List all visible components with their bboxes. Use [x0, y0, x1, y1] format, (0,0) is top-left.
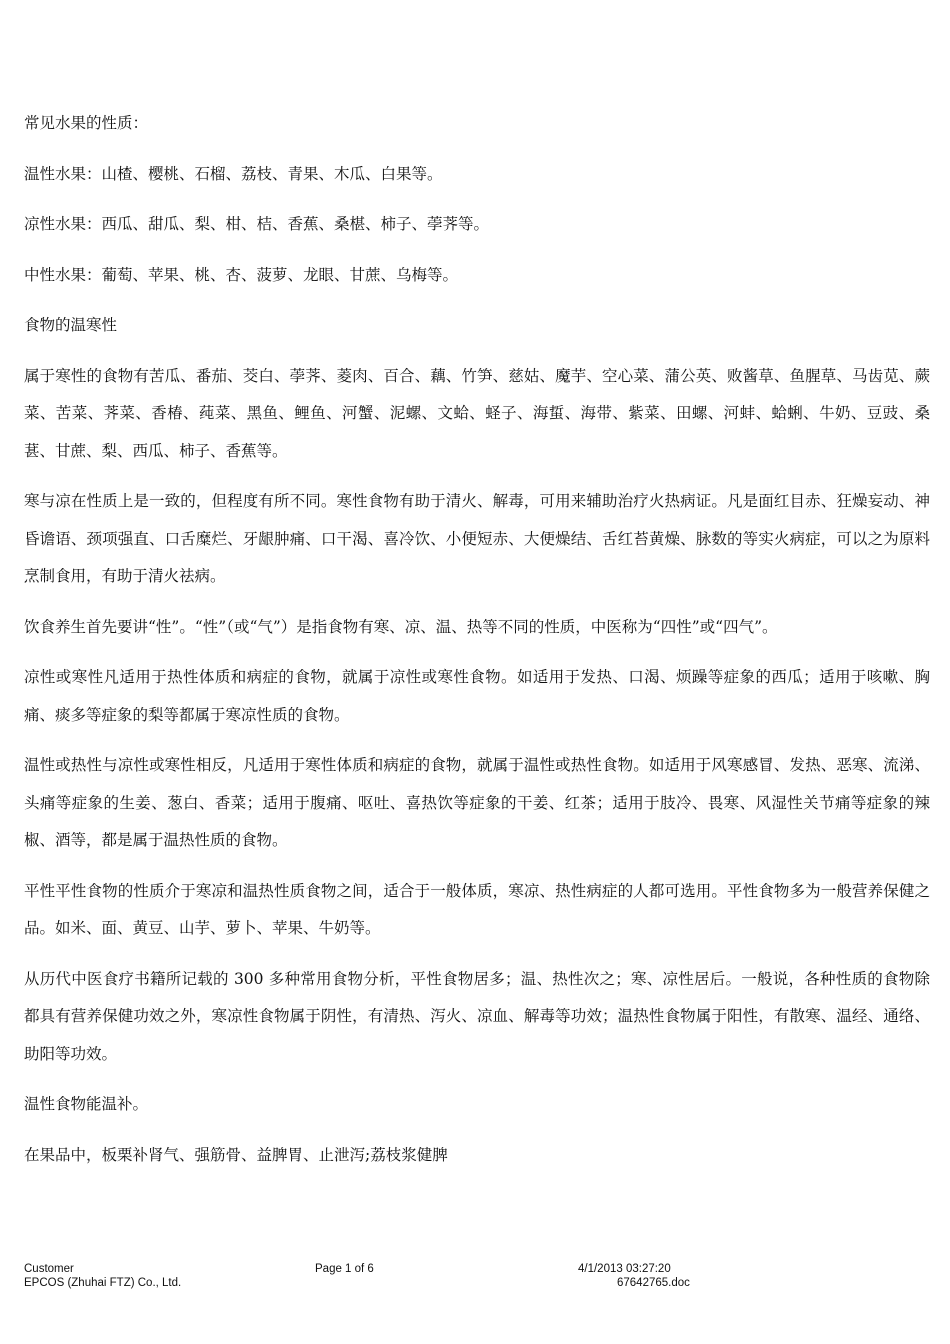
- page-footer: [24, 1262, 930, 1292]
- section-heading-fruit-properties: 常见水果的性质：: [24, 114, 149, 132]
- footer-page-info: Page 1 of 6: [315, 1263, 374, 1275]
- paragraph-historical-analysis: 从历代中医食疗书籍所记载的 300 多种常用食物分析，平性食物居多；温、热性次之；寒、凉性居后。一般说，各种性质的食物除都具有营养保健功效之外，寒凉性食物属于阴性，有清热、泻火、凉血、解毒等功效；温热性食物属于阳性，有散寒、温经、通络、助阳等功效。: [24, 969, 930, 1063]
- footer-datetime: 4/1/2013 03:27:20: [578, 1263, 671, 1275]
- paragraph-cool-or-cold: 凉性或寒性凡适用于热性体质和病症的食物，就属于凉性或寒性食物。如适用于发热、口渴、烦躁等症象的西瓜；适用于咳嗽、胸痛、痰多等症象的梨等都属于寒凉性质的食物。: [24, 668, 930, 724]
- section-heading-food-warm-cold: 食物的温寒性: [24, 316, 118, 334]
- paragraph-warm-or-hot: 温性或热性与凉性或寒性相反，凡适用于寒性体质和病症的食物，就属于温性或热性食物。如适用于风寒感冒、发热、恶寒、流涕、头痛等症象的生姜、葱白、香菜；适用于腹痛、呕吐、喜热饮等症象的干姜、红茶；适用于肢冷、畏寒、风湿性关节痛等症象的辣椒、酒等，都是属于温热性质的食物。: [24, 756, 930, 849]
- paragraph-neutral-fruits: 中性水果：葡萄、苹果、桃、杏、菠萝、龙眼、甘蔗、乌梅等。: [24, 265, 459, 284]
- paragraph-cool-fruits: 凉性水果：西瓜、甜瓜、梨、柑、桔、香蕉、桑椹、柿子、荸荠等。: [24, 215, 490, 233]
- paragraph-warm-fruits: 温性水果：山楂、樱桃、石榴、荔枝、青果、木瓜、白果等。: [24, 164, 443, 183]
- footer-company: EPCOS (Zhuhai FTZ) Co., Ltd.: [24, 1277, 182, 1289]
- document-body: [24, 105, 930, 1187]
- paragraph-fruit-products: 在果品中，板栗补肾气、强筋骨、益脾胃、止泄泻;荔枝浆健脾: [24, 1145, 448, 1164]
- footer-doc-name: 67642765.doc: [617, 1277, 690, 1289]
- paragraph-warm-tonify: 温性食物能温补。: [24, 1095, 149, 1113]
- paragraph-cold-and-cool: 寒与凉在性质上是一致的，但程度有所不同。寒性食物有助于清火、解毒，可用来辅助治疗火热病证。凡是面红目赤、狂燥妄动、神昏谵语、颈项强直、口舌糜烂、牙龈肿痛、口干渴、喜冷饮、小便短赤、大便燥结、舌红苔黄燥、脉数的等实火病症，可以之为原料烹制食用，有助于清火祛病。: [24, 492, 930, 585]
- paragraph-cold-foods: 属于寒性的食物有苦瓜、番茄、茭白、荸荠、菱肉、百合、藕、竹笋、慈姑、魔芋、空心菜、蒲公英、败酱草、鱼腥草、马齿苋、蕨菜、苦菜、荠菜、香椿、莼菜、黑鱼、鲤鱼、河蟹、泥螺、文蛤、蛏子、海蜇、海带、紫菜、田螺、河蚌、蛤蜊、牛奶、豆豉、桑葚、甘蔗、梨、西瓜、柿子、香蕉等。: [24, 366, 930, 460]
- footer-customer-label: Customer: [24, 1263, 74, 1275]
- paragraph-neutral-foods: 平性平性食物的性质介于寒凉和温热性质食物之间，适合于一般体质，寒凉、热性病症的人都可选用。平性食物多为一般营养保健之品。如米、面、黄豆、山芋、萝卜、苹果、牛奶等。: [24, 881, 930, 937]
- paragraph-food-nature: 饮食养生首先要讲“性”。“性”（或“气”）是指食物有寒、凉、温、热等不同的性质，中医称为“四性”或“四气”。: [24, 617, 778, 636]
